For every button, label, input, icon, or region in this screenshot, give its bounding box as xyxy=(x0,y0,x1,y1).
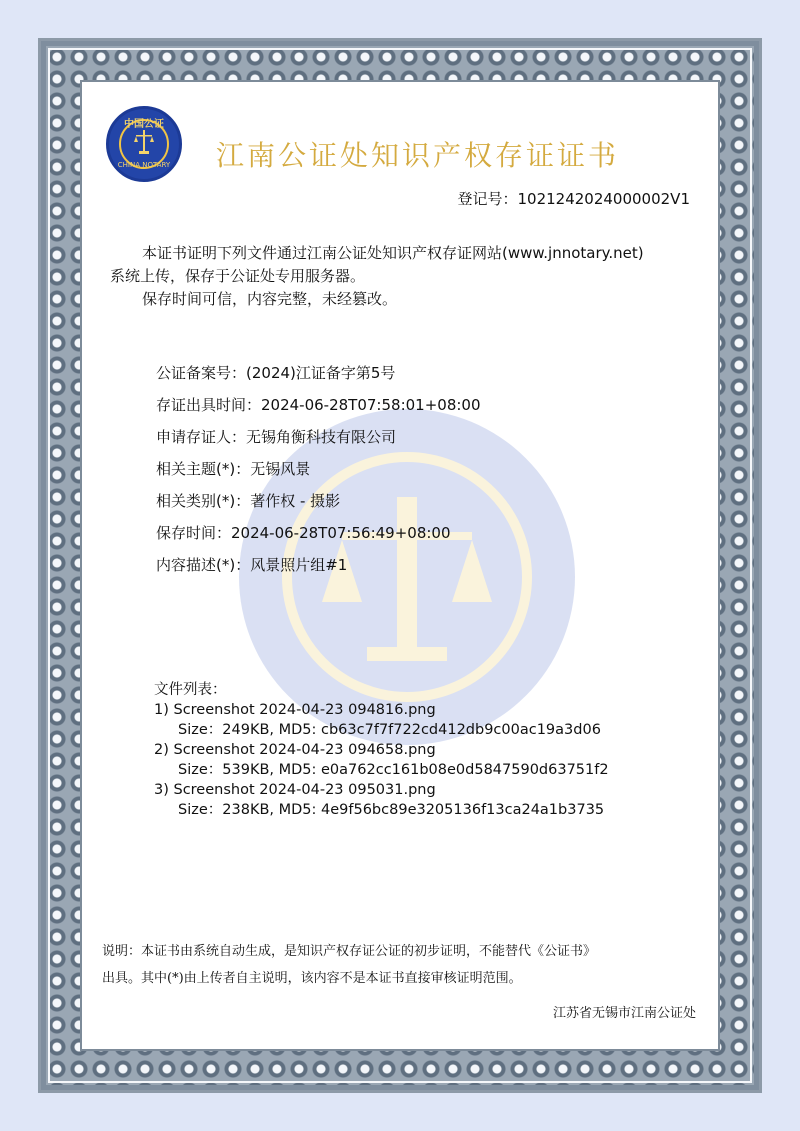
intro-line-1: 本证书证明下列文件通过江南公证处知识产权存证网站(www.jnnotary.net) xyxy=(142,244,644,262)
intro-line-3: 保存时间可信，内容完整，未经篡改。 xyxy=(142,290,398,308)
field-subject: 相关主题(*)：无锡风景 xyxy=(156,460,311,478)
field-issue-time: 存证出具时间：2024-06-28T07:58:01+08:00 xyxy=(156,396,481,414)
file-name: 2) Screenshot 2024-04-23 094658.png xyxy=(154,742,436,758)
file-size: Size：539KB, MD5: e0a762cc161b08e0d5847590d63751f2 xyxy=(178,762,609,778)
notary-seal xyxy=(106,106,182,182)
field-save-time: 保存时间：2024-06-28T07:56:49+08:00 xyxy=(156,524,451,542)
note-line-1: 说明：本证书由系统自动生成，是知识产权存证公证的初步证明，不能替代《公证书》 xyxy=(102,944,597,959)
file-name: 3) Screenshot 2024-04-23 095031.png xyxy=(154,782,436,798)
issuer-signature: 江苏省无锡市江南公证处 xyxy=(552,1006,696,1021)
field-category: 相关类别(*)：著作权 - 摄影 xyxy=(156,492,341,510)
intro-paragraph xyxy=(110,242,700,311)
registration-number: 登记号：1021242024000002V1 xyxy=(457,190,690,208)
file-list xyxy=(154,680,609,820)
certificate-body xyxy=(80,80,720,1051)
field-filing-number: 公证备案号：(2024)江证备字第5号 xyxy=(156,364,396,382)
seal-bottom-text: CHINA NOTARY xyxy=(117,161,171,169)
file-list-heading: 文件列表： xyxy=(154,682,227,698)
intro-line-2: 系统上传，保存于公证处专用服务器。 xyxy=(110,267,366,285)
file-size: Size：238KB, MD5: 4e9f56bc89e3205136f13ca24a1b3735 xyxy=(178,802,605,818)
disclaimer-note xyxy=(102,938,708,992)
field-applicant: 申请存证人：无锡角衡科技有限公司 xyxy=(156,428,397,446)
certificate-title: 江南公证处知识产权存证证书 xyxy=(216,139,620,172)
file-size: Size：249KB, MD5: cb63c7f7f722cd412db9c00ac19a3d06 xyxy=(178,722,601,738)
file-name: 1) Screenshot 2024-04-23 094816.png xyxy=(154,702,436,718)
seal-top-text: 中国公证 xyxy=(124,119,164,130)
field-description: 内容描述(*)：风景照片组#1 xyxy=(156,556,348,574)
certificate-fields xyxy=(156,357,481,581)
note-line-2: 出具。其中(*)由上传者自主说明，该内容不是本证书直接审核证明范围。 xyxy=(102,971,522,986)
notary-emblem-icon xyxy=(134,129,154,155)
